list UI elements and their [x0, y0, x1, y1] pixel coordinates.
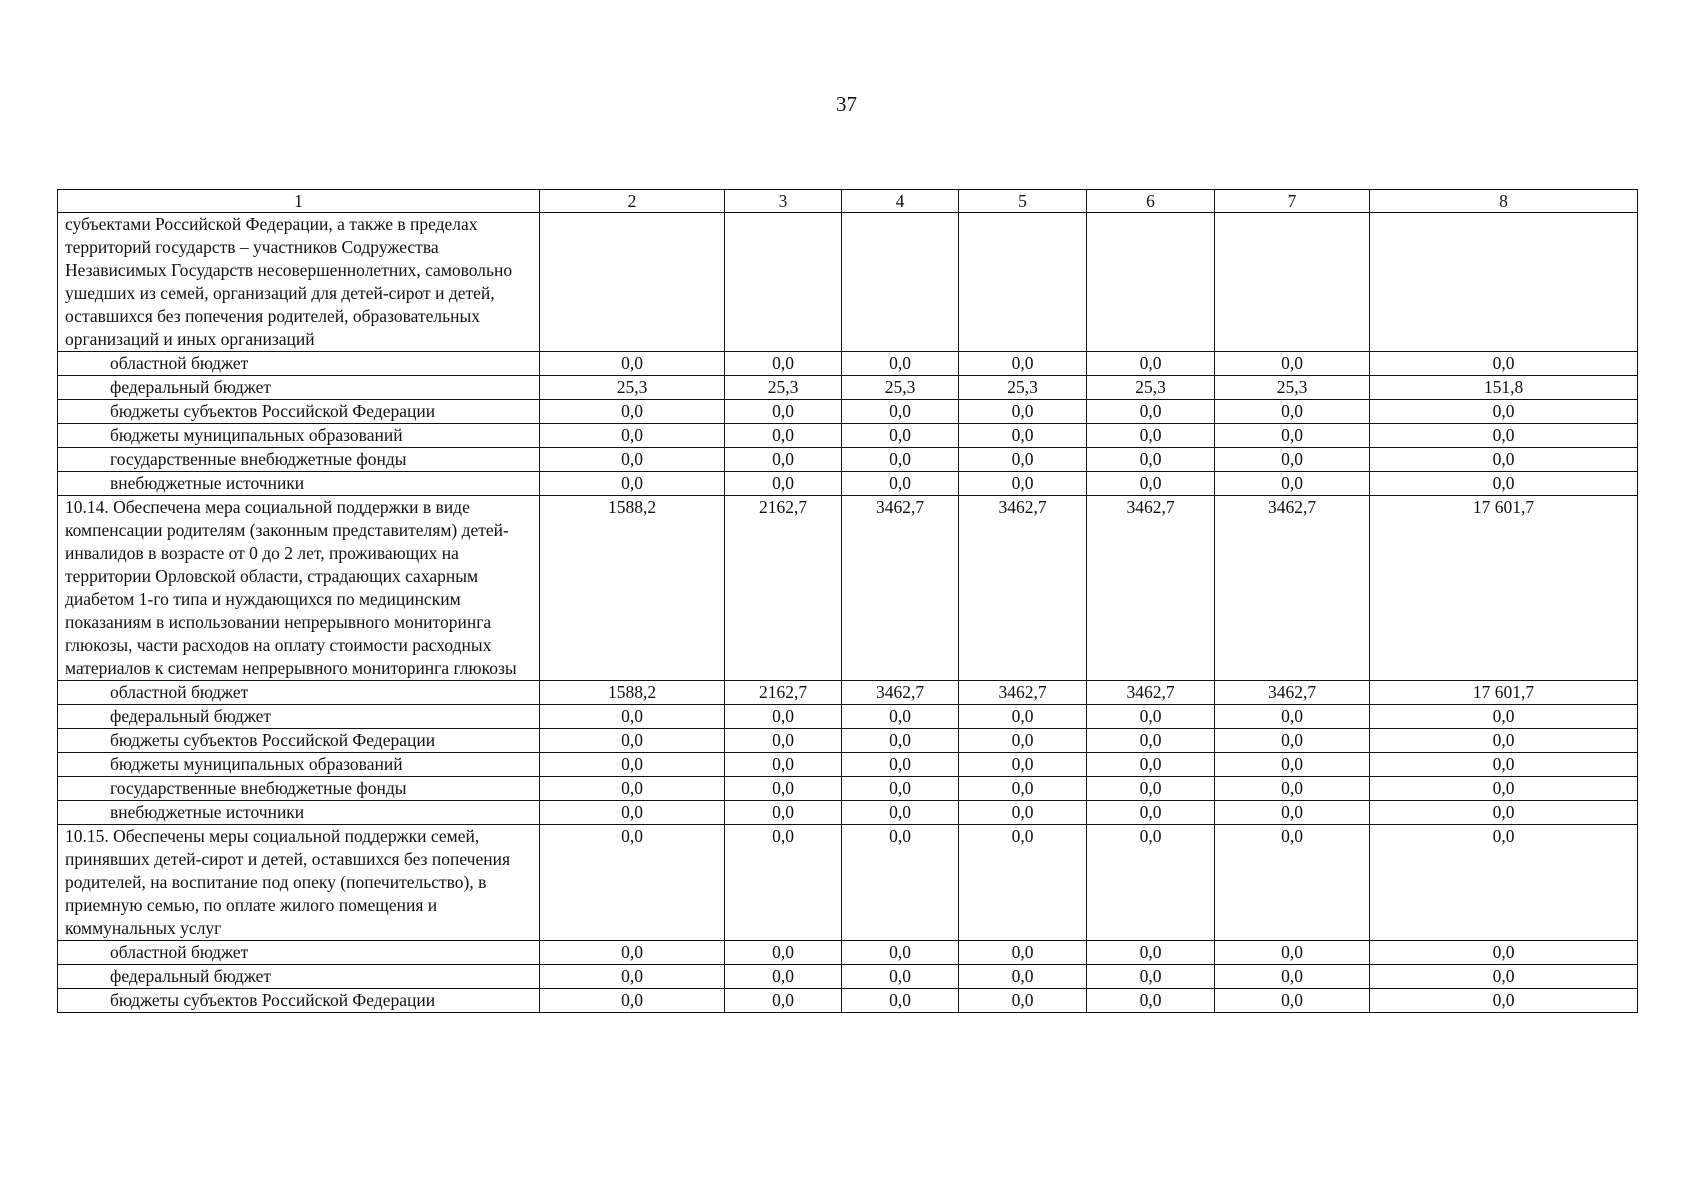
budget-value: 0,0 — [540, 941, 725, 965]
section-title: субъектами Российской Федерации, а также в пределах территорий государств – участников Содружества Независимых Государств несовершеннолетних, самовольно ушедших из семей, организаций для детей-сирот и детей, оставшихся без попечения родителей, образовательных организаций и иных организаций — [58, 213, 540, 352]
budget-value: 0,0 — [959, 801, 1087, 825]
budget-value: 0,0 — [540, 705, 725, 729]
budget-value: 0,0 — [1215, 424, 1370, 448]
section-value: 0,0 — [842, 825, 959, 941]
budget-value: 0,0 — [540, 400, 725, 424]
budget-value: 0,0 — [959, 472, 1087, 496]
section-value: 1588,2 — [540, 496, 725, 681]
budget-source-label: федеральный бюджет — [58, 705, 540, 729]
budget-value: 2162,7 — [725, 681, 842, 705]
budget-source-label: бюджеты муниципальных образований — [58, 424, 540, 448]
budget-value: 0,0 — [725, 400, 842, 424]
budget-value: 0,0 — [959, 753, 1087, 777]
budget-value: 0,0 — [1370, 400, 1638, 424]
budget-value: 0,0 — [1087, 424, 1215, 448]
budget-value: 0,0 — [959, 989, 1087, 1013]
budget-value: 0,0 — [1087, 400, 1215, 424]
budget-value: 0,0 — [959, 729, 1087, 753]
section-value: 3462,7 — [1087, 496, 1215, 681]
section-value — [540, 213, 725, 352]
budget-value: 0,0 — [959, 352, 1087, 376]
budget-value: 0,0 — [842, 424, 959, 448]
budget-value: 0,0 — [1087, 965, 1215, 989]
budget-value: 0,0 — [540, 448, 725, 472]
budget-source-row — [58, 801, 1638, 825]
budget-source-label: областной бюджет — [58, 681, 540, 705]
budget-value: 0,0 — [1370, 989, 1638, 1013]
budget-value: 0,0 — [540, 424, 725, 448]
budget-source-label: бюджеты субъектов Российской Федерации — [58, 729, 540, 753]
budget-value: 0,0 — [1215, 705, 1370, 729]
section-value — [842, 213, 959, 352]
budget-source-label: бюджеты муниципальных образований — [58, 753, 540, 777]
budget-value: 0,0 — [959, 965, 1087, 989]
budget-source-label: внебюджетные источники — [58, 801, 540, 825]
budget-value: 25,3 — [1215, 376, 1370, 400]
budget-value: 0,0 — [725, 424, 842, 448]
section-value: 0,0 — [540, 825, 725, 941]
budget-value: 0,0 — [1370, 965, 1638, 989]
budget-value: 0,0 — [725, 801, 842, 825]
budget-source-row — [58, 705, 1638, 729]
budget-value: 0,0 — [725, 941, 842, 965]
section-value: 3462,7 — [959, 496, 1087, 681]
budget-value: 0,0 — [842, 400, 959, 424]
column-header-5: 5 — [959, 190, 1087, 213]
budget-source-row — [58, 400, 1638, 424]
budget-value: 0,0 — [1370, 424, 1638, 448]
column-header-1: 1 — [58, 190, 540, 213]
budget-value: 0,0 — [725, 352, 842, 376]
budget-value: 0,0 — [1215, 400, 1370, 424]
budget-source-label: бюджеты субъектов Российской Федерации — [58, 400, 540, 424]
column-header-7: 7 — [1215, 190, 1370, 213]
budget-source-row — [58, 376, 1638, 400]
budget-value: 0,0 — [842, 965, 959, 989]
section-value: 0,0 — [725, 825, 842, 941]
budget-value: 3462,7 — [959, 681, 1087, 705]
budget-value: 0,0 — [1087, 729, 1215, 753]
budget-value: 0,0 — [725, 729, 842, 753]
section-value — [1370, 213, 1638, 352]
column-header-8: 8 — [1370, 190, 1638, 213]
budget-value: 0,0 — [842, 801, 959, 825]
budget-value: 0,0 — [842, 705, 959, 729]
budget-value: 0,0 — [842, 941, 959, 965]
budget-value: 151,8 — [1370, 376, 1638, 400]
budget-value: 0,0 — [842, 729, 959, 753]
section-value: 0,0 — [1087, 825, 1215, 941]
budget-source-row — [58, 472, 1638, 496]
budget-value: 0,0 — [1370, 753, 1638, 777]
budget-value: 0,0 — [1087, 941, 1215, 965]
page-number: 37 — [836, 92, 857, 116]
section-value — [1087, 213, 1215, 352]
budget-value: 0,0 — [1370, 941, 1638, 965]
column-header-6: 6 — [1087, 190, 1215, 213]
budget-value: 0,0 — [959, 705, 1087, 729]
budget-value: 0,0 — [725, 777, 842, 801]
budget-source-label: областной бюджет — [58, 941, 540, 965]
section-value: 0,0 — [1215, 825, 1370, 941]
budget-value: 0,0 — [959, 424, 1087, 448]
budget-value: 0,0 — [959, 400, 1087, 424]
section-value: 2162,7 — [725, 496, 842, 681]
budget-source-label: федеральный бюджет — [58, 376, 540, 400]
budget-value: 0,0 — [842, 472, 959, 496]
budget-value: 0,0 — [1370, 352, 1638, 376]
budget-value: 0,0 — [959, 941, 1087, 965]
budget-value: 0,0 — [725, 448, 842, 472]
budget-value: 0,0 — [1087, 989, 1215, 1013]
budget-value: 0,0 — [1215, 801, 1370, 825]
budget-source-row — [58, 989, 1638, 1013]
section-value: 0,0 — [1370, 825, 1638, 941]
section-row — [58, 496, 1638, 681]
budget-source-row — [58, 352, 1638, 376]
budget-value: 0,0 — [540, 989, 725, 1013]
budget-value: 0,0 — [540, 352, 725, 376]
budget-value: 25,3 — [540, 376, 725, 400]
section-title: 10.14. Обеспечена мера социальной поддержки в виде компенсации родителям (законным представителям) детей-инвалидов в возрасте от 0 до 2 лет, проживающих на территории Орловской области, страдающих сахарным диабетом 1-го типа и нуждающихся по медицинским показаниям в использовании непрерывного мониторинга глюкозы, части расходов на оплату стоимости расходных материалов к системам непрерывного мониторинга глюкозы — [58, 496, 540, 681]
column-header-2: 2 — [540, 190, 725, 213]
budget-source-row — [58, 681, 1638, 705]
budget-source-row — [58, 753, 1638, 777]
budget-value: 0,0 — [842, 352, 959, 376]
budget-value: 0,0 — [540, 729, 725, 753]
budget-value: 0,0 — [1370, 472, 1638, 496]
budget-value: 25,3 — [959, 376, 1087, 400]
section-value: 3462,7 — [842, 496, 959, 681]
budget-source-label: федеральный бюджет — [58, 965, 540, 989]
section-value — [1215, 213, 1370, 352]
budget-value: 0,0 — [1087, 448, 1215, 472]
budget-source-row — [58, 941, 1638, 965]
budget-value: 0,0 — [540, 472, 725, 496]
budget-source-row — [58, 965, 1638, 989]
budget-source-label: внебюджетные источники — [58, 472, 540, 496]
budget-value: 0,0 — [1087, 705, 1215, 729]
section-value: 0,0 — [959, 825, 1087, 941]
budget-value: 0,0 — [1087, 777, 1215, 801]
budget-value: 0,0 — [540, 777, 725, 801]
budget-value: 0,0 — [725, 753, 842, 777]
column-header-4: 4 — [842, 190, 959, 213]
budget-value: 0,0 — [725, 989, 842, 1013]
budget-value: 0,0 — [725, 705, 842, 729]
budget-value: 0,0 — [1370, 729, 1638, 753]
section-value: 17 601,7 — [1370, 496, 1638, 681]
budget-value: 25,3 — [842, 376, 959, 400]
budget-value: 0,0 — [1215, 729, 1370, 753]
budget-value: 0,0 — [1215, 352, 1370, 376]
column-header-3: 3 — [725, 190, 842, 213]
budget-value: 1588,2 — [540, 681, 725, 705]
budget-value: 0,0 — [842, 753, 959, 777]
budget-value: 0,0 — [1215, 777, 1370, 801]
budget-value: 0,0 — [725, 965, 842, 989]
budget-value: 0,0 — [540, 753, 725, 777]
budget-value: 25,3 — [725, 376, 842, 400]
budget-value: 0,0 — [1370, 705, 1638, 729]
budget-value: 0,0 — [540, 801, 725, 825]
budget-value: 3462,7 — [1215, 681, 1370, 705]
budget-value: 0,0 — [1087, 352, 1215, 376]
budget-value: 0,0 — [1087, 472, 1215, 496]
budget-value: 0,0 — [1370, 777, 1638, 801]
budget-source-row — [58, 777, 1638, 801]
section-row — [58, 825, 1638, 941]
budget-value: 0,0 — [1215, 448, 1370, 472]
budget-value: 0,0 — [842, 448, 959, 472]
budget-value: 0,0 — [1087, 801, 1215, 825]
budget-value: 0,0 — [1215, 941, 1370, 965]
budget-value: 0,0 — [1215, 989, 1370, 1013]
budget-source-label: государственные внебюджетные фонды — [58, 777, 540, 801]
budget-source-row — [58, 448, 1638, 472]
budget-value: 25,3 — [1087, 376, 1215, 400]
budget-table — [57, 189, 1638, 1013]
budget-value: 17 601,7 — [1370, 681, 1638, 705]
section-value — [725, 213, 842, 352]
section-title: 10.15. Обеспечены меры социальной поддержки семей, принявших детей-сирот и детей, оставшихся без попечения родителей, на воспитание под опеку (попечительство), в приемную семью, по оплате жилого помещения и коммунальных услуг — [58, 825, 540, 941]
section-value: 3462,7 — [1215, 496, 1370, 681]
budget-value: 0,0 — [959, 777, 1087, 801]
column-header-row — [58, 190, 1638, 213]
budget-value: 0,0 — [1215, 965, 1370, 989]
budget-value: 0,0 — [1370, 801, 1638, 825]
budget-value: 0,0 — [1087, 753, 1215, 777]
budget-value: 0,0 — [959, 448, 1087, 472]
budget-value: 0,0 — [1215, 753, 1370, 777]
budget-value: 0,0 — [725, 472, 842, 496]
budget-value: 0,0 — [1370, 448, 1638, 472]
budget-value: 0,0 — [842, 777, 959, 801]
budget-source-row — [58, 424, 1638, 448]
budget-value: 0,0 — [540, 965, 725, 989]
budget-value: 0,0 — [842, 989, 959, 1013]
budget-source-label: областной бюджет — [58, 352, 540, 376]
budget-source-label: государственные внебюджетные фонды — [58, 448, 540, 472]
budget-value: 3462,7 — [1087, 681, 1215, 705]
budget-value: 0,0 — [1215, 472, 1370, 496]
section-row — [58, 213, 1638, 352]
budget-source-label: бюджеты субъектов Российской Федерации — [58, 989, 540, 1013]
section-value — [959, 213, 1087, 352]
budget-value: 3462,7 — [842, 681, 959, 705]
budget-source-row — [58, 729, 1638, 753]
